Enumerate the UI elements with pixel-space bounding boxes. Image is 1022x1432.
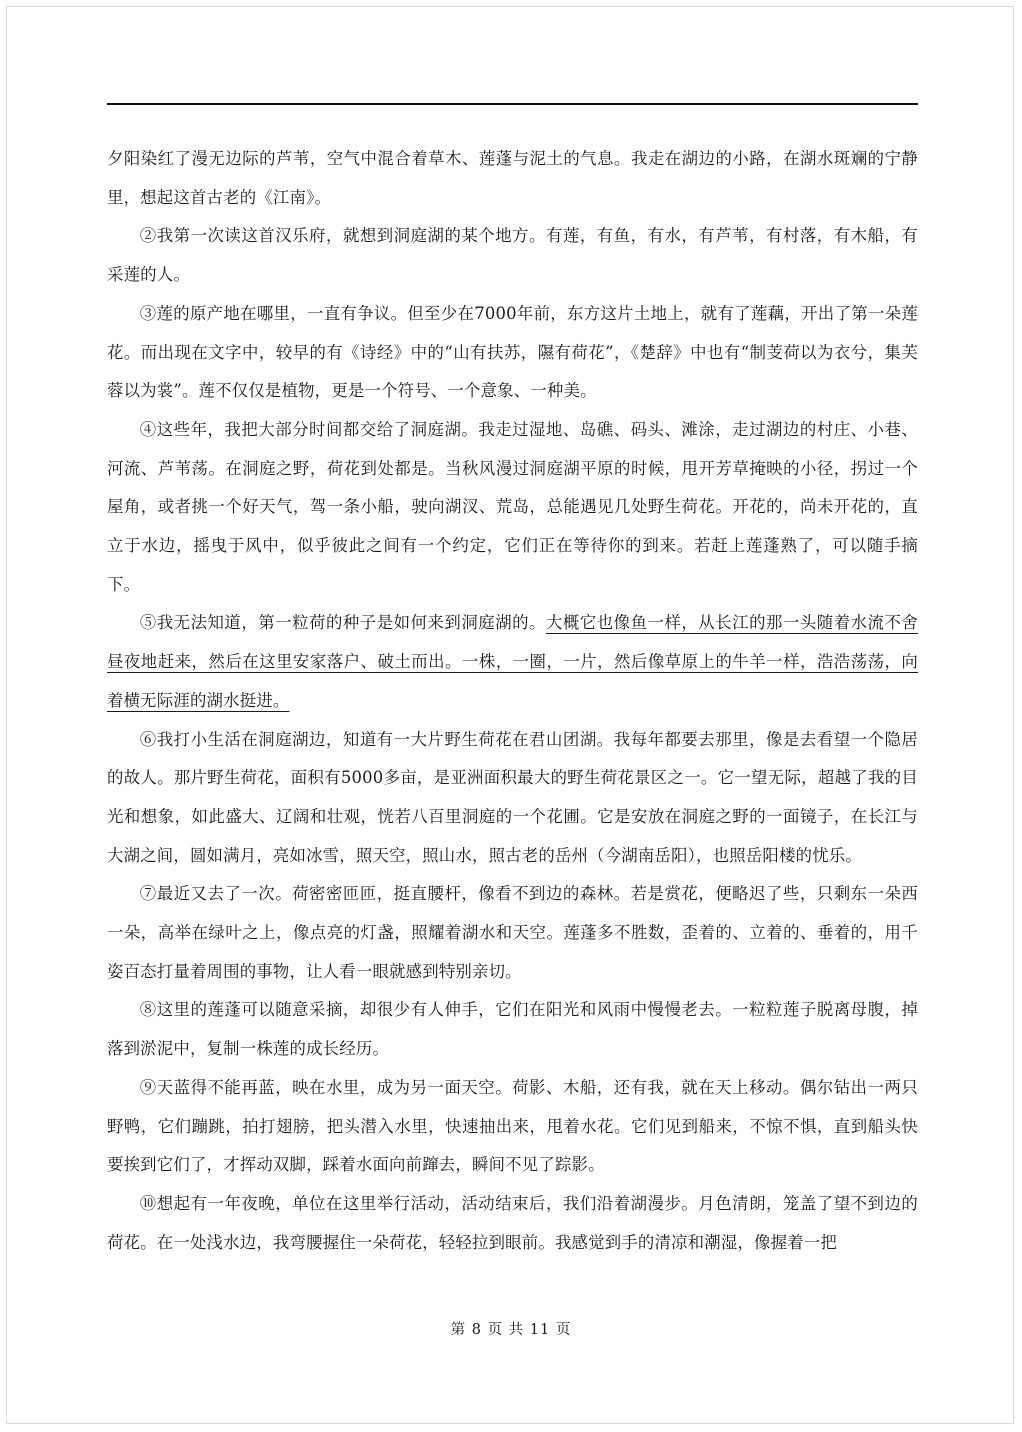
paragraph-8: ⑧这里的莲蓬可以随意采摘，却很少有人伸手，它们在阳光和风雨中慢慢老去。一粒粒莲子脱离母腹，掉落到淤泥中，复制一株莲的成长经历。 (107, 1000, 918, 1059)
paragraph-5-underlined: 大概它也像鱼一样，从长江的那一头随着水流不舍昼夜地赶来，然后在这里安家落户、破土而出。一株，一圈，一片，然后像草原上的牛羊一样，浩浩荡荡，向着横无际涯的湖水挺进。 (107, 613, 918, 710)
paragraph-9: ⑨天蓝得不能再蓝，映在水里，成为另一面天空。荷影、木船，还有我，就在天上移动。偶尔钻出一两只野鸭，它们蹦跳，拍打翅膀，把头潜入水里，快速抽出来，甩着水花。它们见到船来，不惊不惧，直到船头快要挨到它们了，才挥动双脚，踩着水面向前蹿去，瞬间不见了踪影。 (107, 1077, 918, 1175)
paragraph-5 (107, 604, 918, 720)
paragraph-10: ⑩想起有一年夜晚，单位在这里举行活动，活动结束后，我们沿着湖漫步。月色清朗，笼盖了望不到边的荷花。在一处浅水边，我弯腰握住一朵荷花，轻轻拉到眼前。我感觉到手的清凉和潮湿，像握着一把 (107, 1193, 918, 1252)
paragraph-4: ④这些年，我把大部分时间都交给了洞庭湖。我走过湿地、岛礁、码头、滩涂，走过湖边的村庄、小巷、河流、芦苇荡。在洞庭之野，荷花到处都是。当秋风漫过洞庭湖平原的时候，甩开芳草掩映的小径，拐过一个屋角，或者挑一个好天气，驾一条小船，驶向湖汊、荒岛，总能遇见几处野生荷花。开花的，尚未开花的，直立于水边，摇曳于风中，似乎彼此之间有一个约定，它们正在等待你的到来。若赶上莲蓬熟了，可以随手摘下。 (107, 419, 918, 594)
paragraph-7: ⑦最近又去了一次。荷密密匝匝，挺直腰杆，像看不到边的森林。若是赏花，便略迟了些，只剩东一朵西一朵，高举在绿叶之上，像点亮的灯盏，照耀着湖水和天空。莲蓬多不胜数，歪着的、立着的、垂着的，用千姿百态打量着周围的事物，让人看一眼就感到特别亲切。 (107, 884, 918, 981)
paragraph-5-plain: ⑤我无法知道，第一粒荷的种子是如何来到洞庭湖的。 (139, 613, 546, 633)
paragraph-1: 夕阳染红了漫无边际的芦苇，空气中混合着草木、莲蓬与泥土的气息。我走在湖边的小路，在湖水斑斓的宁静里，想起这首古老的《江南》。 (107, 149, 918, 207)
paragraph-3: ③莲的原产地在哪里，一直有争议。但至少在7000年前，东方这片土地上，就有了莲藕，开出了第一朵莲花。而出现在文字中，较早的有《诗经》中的“山有扶苏，隰有荷花”，《楚辞》中也有“制芰荷以为衣兮，集芙蓉以为裳”。莲不仅仅是植物，更是一个符号、一个意象、一种美。 (107, 303, 918, 401)
page-number-footer: 第 8 页 共 11 页 (450, 1322, 572, 1338)
paragraph-2: ②我第一次读这首汉乐府，就想到洞庭湖的某个地方。有莲，有鱼，有水，有芦苇，有村落，有木船，有采莲的人。 (107, 226, 918, 285)
paragraph-6: ⑥我打小生活在洞庭湖边，知道有一大片野生荷花在君山团湖。我每年都要去那里，像是去看望一个隐居的故人。那片野生荷花，面积有5000多亩，是亚洲面积最大的野生荷花景区之一。它一望无际，超越了我的目光和想象，如此盛大、辽阔和壮观，恍若八百里洞庭的一个花圃。它是安放在洞庭之野的一面镜子，在长江与大湖之间，圆如满月，亮如冰雪，照天空，照山水，照古老的岳州（今湖南岳阳），也照岳阳楼的忧乐。 (107, 729, 918, 865)
header-rule (107, 103, 918, 105)
document-body (107, 140, 918, 1262)
